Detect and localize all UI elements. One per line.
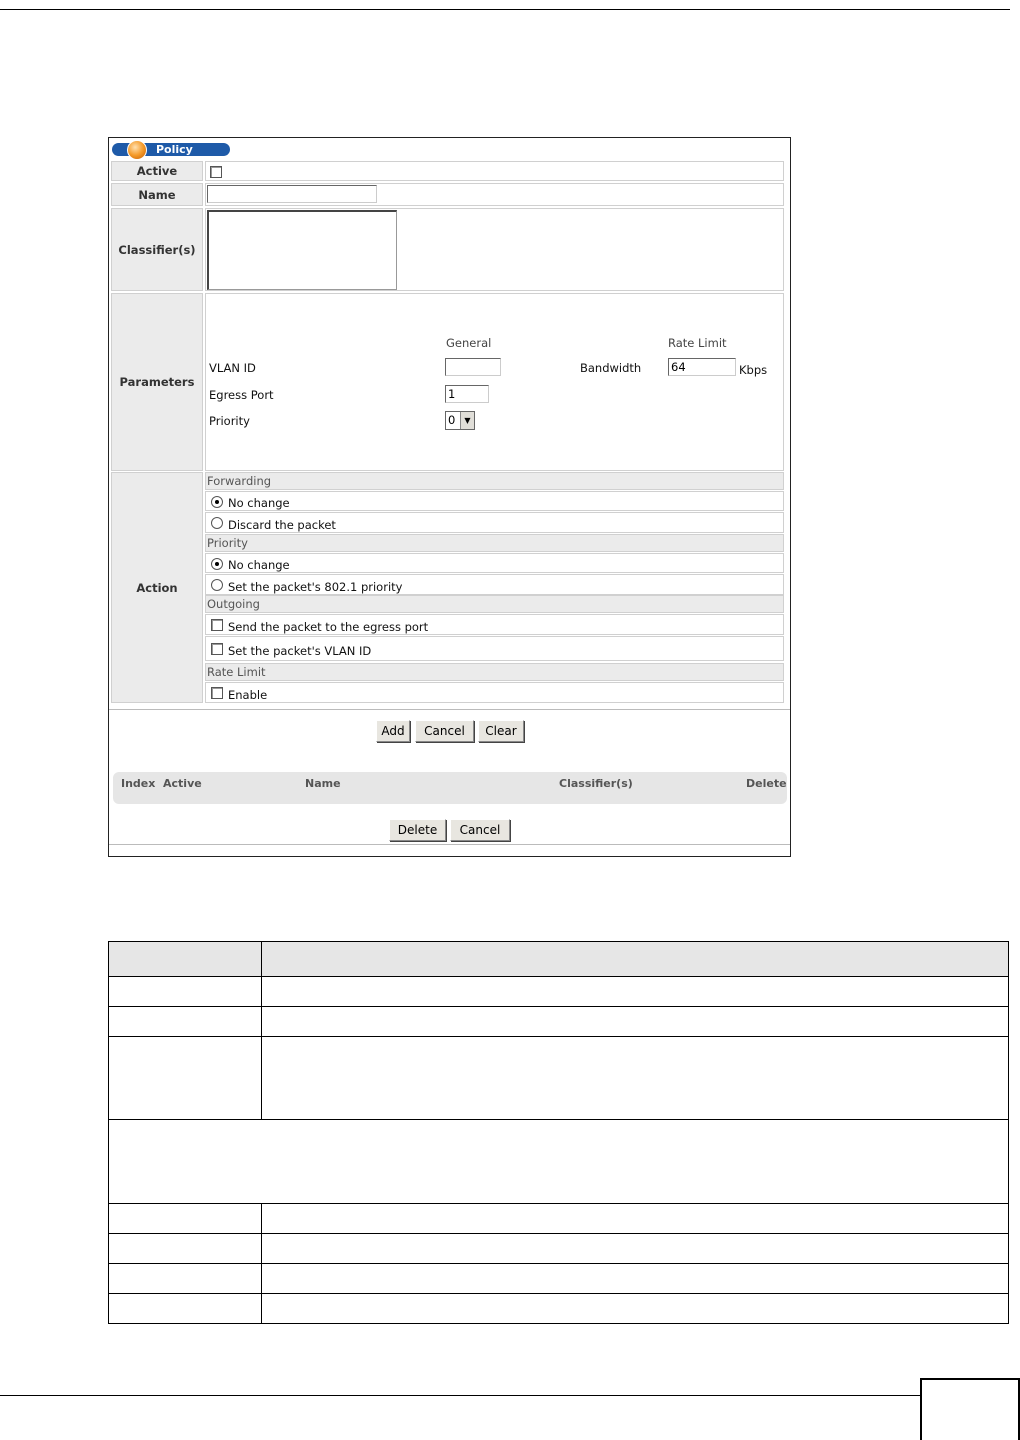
outgoing-header: Outgoing — [205, 595, 784, 613]
table-row — [109, 1204, 1008, 1234]
cancel-list-button[interactable]: Cancel — [450, 819, 510, 841]
name-input[interactable] — [207, 185, 377, 203]
forwarding-header: Forwarding — [205, 472, 784, 490]
out-send-egress-label: Send the packet to the egress port — [228, 620, 429, 634]
egress-port-input[interactable]: 1 — [445, 385, 489, 403]
pri-set-radio[interactable] — [211, 579, 223, 591]
chevron-down-icon[interactable]: ▼ — [460, 412, 474, 429]
table-row — [109, 977, 1008, 1007]
out-set-vlan-row — [205, 636, 784, 661]
active-cell — [205, 161, 784, 181]
fwd-no-change-row — [205, 491, 784, 511]
col-delete: Delete — [746, 777, 787, 790]
rl-enable-checkbox[interactable] — [211, 687, 223, 699]
table-column-divider — [261, 1204, 262, 1323]
table-row — [109, 1120, 1008, 1204]
page-header-rule — [0, 9, 1010, 10]
page-number-box — [920, 1378, 1020, 1440]
out-set-vlan-label: Set the packet's VLAN ID — [228, 644, 372, 658]
classifiers-listbox[interactable] — [207, 210, 397, 290]
table-row — [109, 1037, 1008, 1120]
vlan-id-input[interactable] — [445, 358, 501, 376]
general-header: General — [446, 336, 492, 350]
col-index: Index — [121, 777, 156, 790]
rl-enable-label: Enable — [228, 688, 268, 702]
bandwidth-unit: Kbps — [739, 363, 768, 377]
fwd-discard-row — [205, 512, 784, 533]
pri-no-change-radio[interactable] — [211, 558, 223, 570]
priority-select[interactable] — [445, 411, 475, 430]
parameters-cell — [205, 293, 784, 471]
clear-button[interactable]: Clear — [478, 720, 524, 742]
description-table — [108, 941, 1009, 1324]
active-checkbox[interactable] — [210, 166, 222, 178]
out-send-egress-row — [205, 614, 784, 635]
table-column-divider — [261, 942, 262, 1120]
active-label: Active — [111, 161, 203, 181]
name-label: Name — [111, 183, 203, 206]
rl-enable-row — [205, 682, 784, 703]
page-footer-rule — [0, 1395, 1020, 1396]
out-send-egress-checkbox[interactable] — [211, 619, 223, 631]
table-row — [109, 1234, 1008, 1264]
screen-title-bar — [112, 143, 230, 156]
table-row — [109, 1264, 1008, 1294]
priority-label: Priority — [209, 414, 250, 428]
vlan-id-label: VLAN ID — [209, 361, 256, 375]
col-name: Name — [305, 777, 341, 790]
pri-no-change-label: No change — [228, 558, 290, 572]
ratelimit-header: Rate Limit — [205, 663, 784, 681]
fwd-discard-radio[interactable] — [211, 517, 223, 529]
pri-no-change-row — [205, 553, 784, 573]
priority-select-value: 0 — [448, 413, 456, 427]
parameters-label: Parameters — [111, 293, 203, 471]
name-cell — [205, 183, 784, 206]
orb-icon — [127, 140, 147, 160]
screen-title: Policy — [156, 143, 193, 156]
table-row — [109, 1294, 1008, 1323]
fwd-no-change-radio[interactable] — [211, 496, 223, 508]
delete-button[interactable]: Delete — [389, 819, 446, 841]
classifiers-cell — [205, 208, 784, 291]
bandwidth-input[interactable]: 64 — [668, 358, 736, 376]
rate-limit-header: Rate Limit — [668, 336, 727, 350]
pri-set-row — [205, 574, 784, 595]
list-separator — [109, 844, 790, 845]
cancel-button[interactable]: Cancel — [415, 720, 474, 742]
fwd-discard-label: Discard the packet — [228, 518, 336, 532]
egress-port-label: Egress Port — [209, 388, 274, 402]
bandwidth-label: Bandwidth — [580, 361, 642, 375]
fwd-no-change-label: No change — [228, 496, 290, 510]
table-header-row — [109, 942, 1008, 977]
form-separator — [109, 709, 790, 710]
action-label: Action — [111, 472, 203, 703]
add-button[interactable]: Add — [376, 720, 410, 742]
col-active: Active — [163, 777, 202, 790]
priority-header: Priority — [205, 534, 784, 552]
policy-list-header — [113, 772, 787, 804]
policy-screen — [108, 137, 791, 857]
col-classifiers: Classifier(s) — [559, 777, 633, 790]
pri-set-label: Set the packet's 802.1 priority — [228, 580, 403, 594]
table-row — [109, 1007, 1008, 1037]
classifiers-label: Classifier(s) — [111, 208, 203, 291]
out-set-vlan-checkbox[interactable] — [211, 643, 223, 655]
